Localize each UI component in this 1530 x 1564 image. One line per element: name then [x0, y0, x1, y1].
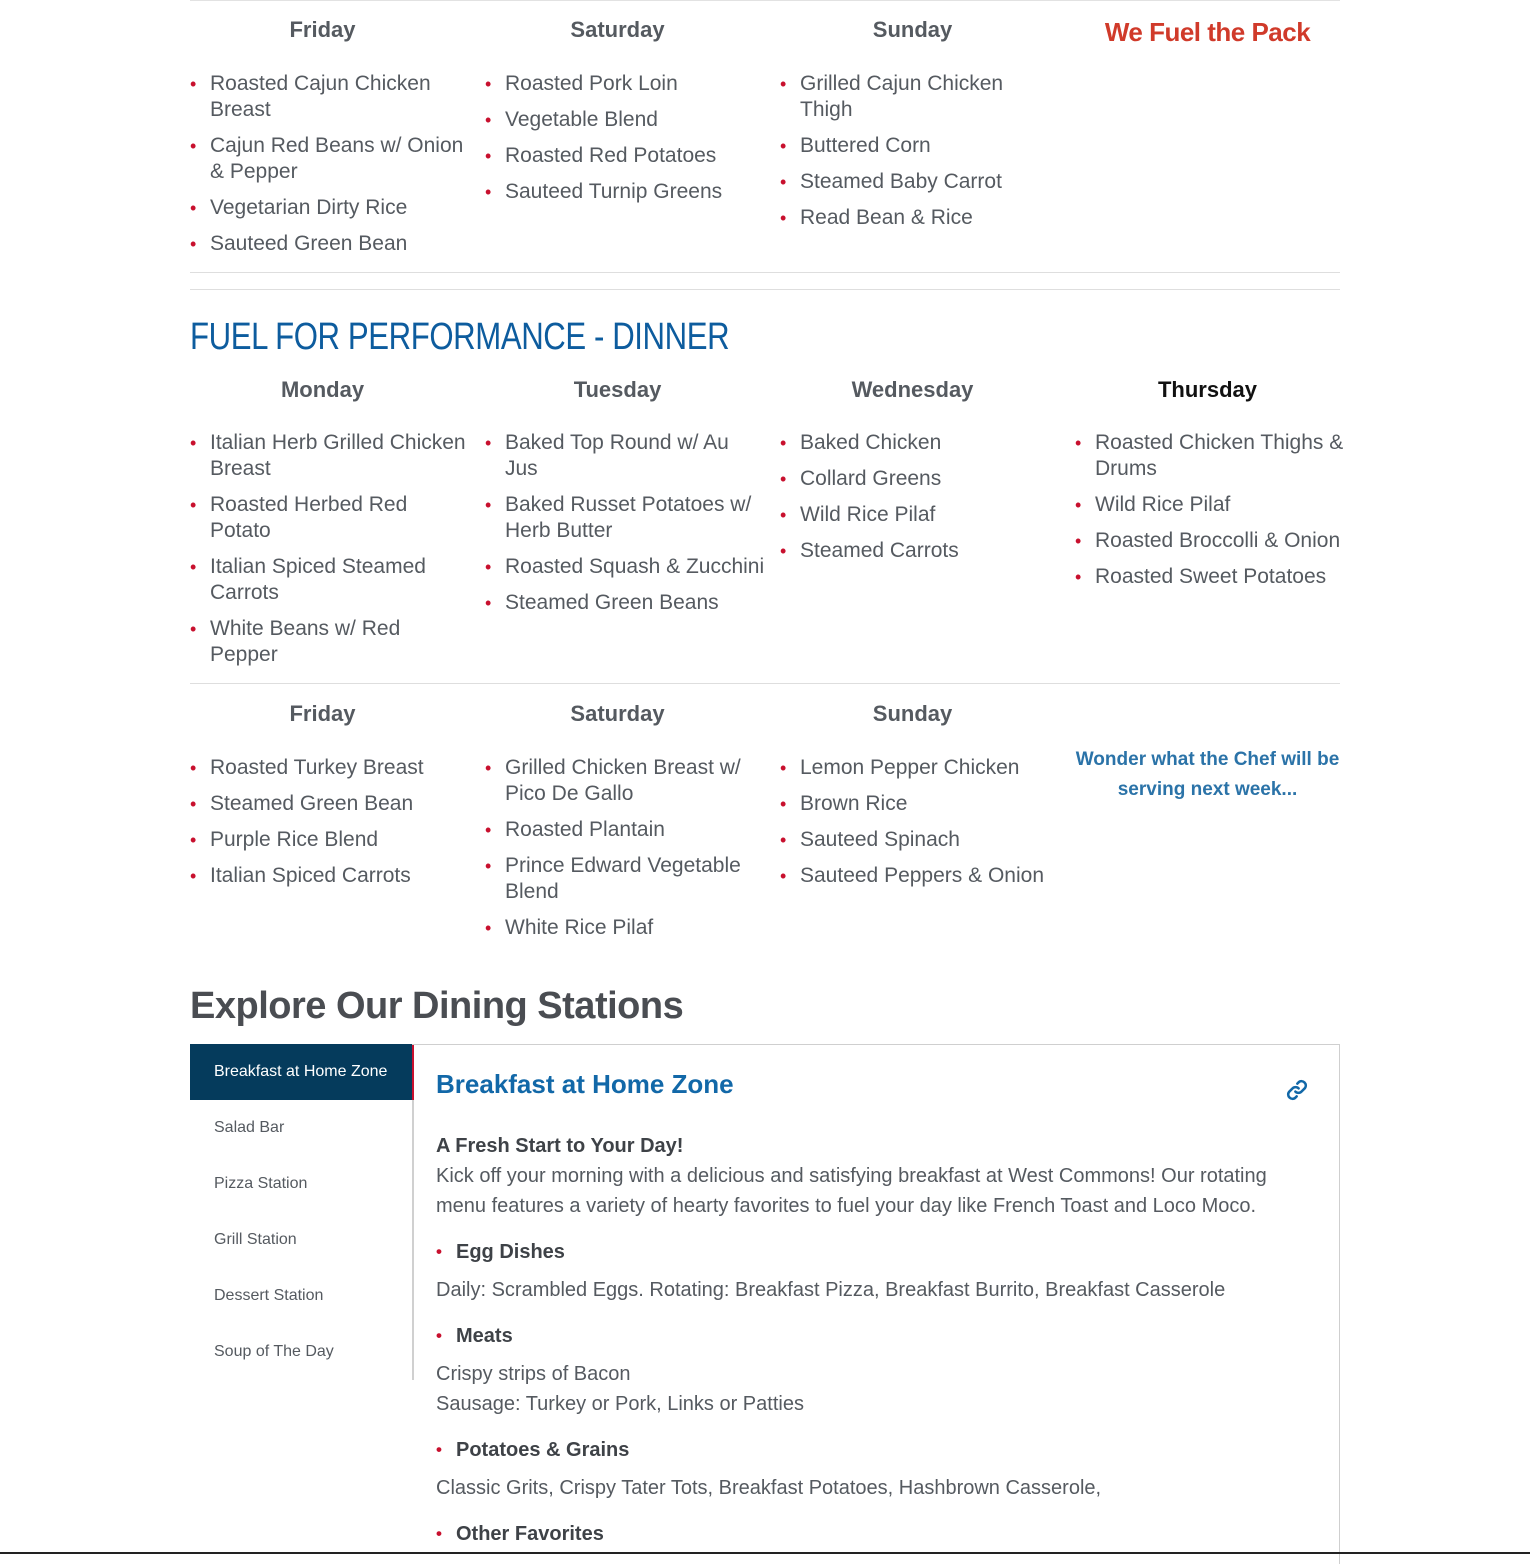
menu-item: • Steamed Carrots — [780, 538, 1045, 564]
menu-item: • Collard Greens — [780, 466, 1045, 492]
menu-item: • Grilled Chicken Breast w/ Pico De Gallo — [485, 755, 765, 807]
menu-item: • Italian Herb Grilled Chicken Breast — [190, 430, 470, 482]
day-heading: Sunday — [872, 701, 953, 726]
menu-item: • White Rice Pilaf — [485, 915, 765, 941]
section-heading-meats: • Meats — [436, 1323, 1316, 1349]
day-heading: Sunday — [872, 17, 953, 42]
tab-grill-station[interactable]: Grill Station — [214, 1231, 297, 1248]
menu-item: • Sauteed Spinach — [780, 827, 1060, 853]
divider — [190, 683, 1340, 684]
menu-item: • Baked Chicken — [780, 430, 1045, 456]
menu-list — [780, 755, 1075, 889]
panel-body — [436, 1133, 1316, 1547]
menu-item: • Roasted Pork Loin — [485, 71, 765, 97]
menu-item: • Roasted Turkey Breast — [190, 755, 455, 781]
link-icon[interactable] — [1284, 1077, 1310, 1103]
section-description: Classic Grits, Crispy Tater Tots, Breakfast Potatoes, Hashbrown Casserole, — [436, 1477, 1102, 1499]
section-heading-potatoes-grains: • Potatoes & Grains — [436, 1437, 1316, 1463]
menu-item: • Cajun Red Beans w/ Onion & Pepper — [190, 133, 470, 185]
menu-item: • Italian Spiced Carrots — [190, 863, 455, 889]
day-column-monday — [190, 375, 485, 678]
menu-item: • Brown Rice — [780, 791, 1060, 817]
menu-list — [190, 755, 485, 889]
day-column-saturday — [485, 15, 780, 267]
day-column-friday — [190, 15, 485, 267]
menu-item: • Roasted Red Potatoes — [485, 143, 765, 169]
day-heading: Friday — [289, 17, 356, 42]
promo-tagline: We Fuel the Pack — [1104, 17, 1311, 47]
menu-item: • Roasted Cajun Chicken Breast — [190, 71, 470, 123]
top-divider — [190, 0, 1340, 1]
menu-item: • Roasted Herbed Red Potato — [190, 492, 470, 544]
menu-item: • Read Bean & Rice — [780, 205, 1045, 231]
menu-item: • Wild Rice Pilaf — [1075, 492, 1355, 518]
day-heading: Monday — [280, 377, 365, 402]
next-week-link[interactable]: Wonder what the Chef will be serving next week... — [1075, 749, 1340, 800]
day-column-tuesday — [485, 375, 780, 678]
day-heading: Saturday — [570, 17, 665, 42]
menu-list — [780, 430, 1075, 564]
divider — [190, 272, 1340, 273]
section-heading-egg-dishes: • Egg Dishes — [436, 1239, 1316, 1265]
panel-title: Breakfast at Home Zone — [436, 1069, 734, 1099]
menu-list — [485, 430, 780, 616]
tab-soup-of-the-day[interactable]: Soup of The Day — [214, 1343, 334, 1360]
day-heading: Friday — [289, 701, 356, 726]
menu-list — [190, 430, 485, 668]
menu-item: • Prince Edward Vegetable Blend — [485, 853, 765, 905]
menu-item: • Roasted Sweet Potatoes — [1075, 564, 1355, 590]
tab-breakfast-at-home-zone[interactable]: Breakfast at Home Zone — [190, 1044, 414, 1100]
menu-item: • Steamed Baby Carrot — [780, 169, 1045, 195]
station-tab-list — [190, 1044, 414, 1380]
section-description: Daily: Scrambled Eggs. Rotating: Breakfast Pizza, Breakfast Burrito, Breakfast Casserole — [436, 1279, 1226, 1301]
menu-item: • Vegetarian Dirty Rice — [190, 195, 470, 221]
tab-pizza-station[interactable]: Pizza Station — [214, 1175, 308, 1192]
menu-item: • White Beans w/ Red Pepper — [190, 616, 470, 668]
day-column-saturday — [485, 699, 780, 951]
menu-item: • Purple Rice Blend — [190, 827, 455, 853]
menu-item: • Italian Spiced Steamed Carrots — [190, 554, 470, 606]
promo-column — [1075, 15, 1370, 267]
menu-item: • Sauteed Peppers & Onion — [780, 863, 1060, 889]
menu-item: • Vegetable Blend — [485, 107, 765, 133]
divider — [190, 289, 1340, 290]
menu-item: • Lemon Pepper Chicken — [780, 755, 1060, 781]
dinner-weekday-row — [190, 375, 1370, 678]
menu-list — [1075, 430, 1370, 590]
menu-list — [780, 71, 1075, 231]
day-column-sunday — [780, 15, 1075, 267]
menu-item: • Roasted Broccolli & Onion — [1075, 528, 1355, 554]
station-panel — [412, 1044, 1340, 1564]
dinner-weekend-row — [190, 699, 1370, 951]
menu-item: • Roasted Squash & Zucchini — [485, 554, 765, 580]
day-column-friday — [190, 699, 485, 951]
menu-list — [485, 755, 780, 941]
menu-item: • Roasted Chicken Thighs & Drums — [1075, 430, 1355, 482]
menu-item: • Grilled Cajun Chicken Thigh — [780, 71, 1045, 123]
menu-item: • Sauteed Turnip Greens — [485, 179, 765, 205]
day-heading: Wednesday — [851, 377, 974, 402]
menu-item: • Steamed Green Beans — [485, 590, 765, 616]
menu-item: • Steamed Green Bean — [190, 791, 455, 817]
section-description: Sausage: Turkey or Pork, Links or Patties — [436, 1393, 804, 1415]
menu-list — [190, 71, 485, 257]
panel-lead: A Fresh Start to Your Day! — [436, 1135, 684, 1157]
panel-intro: Kick off your morning with a delicious and satisfying breakfast at West Commons! Our rotating menu features a variety of hearty favorites to fuel your day like French Toast and Loco Moco. — [436, 1165, 1267, 1217]
lunch-weekend-row — [190, 15, 1370, 267]
stations-title: Explore Our Dining Stations — [190, 985, 684, 1027]
section-description: Crispy strips of Bacon — [436, 1363, 631, 1385]
tab-dessert-station[interactable]: Dessert Station — [214, 1287, 324, 1304]
day-heading: Tuesday — [573, 377, 662, 402]
day-column-sunday — [780, 699, 1075, 951]
day-heading: Saturday — [570, 701, 665, 726]
day-column-wednesday — [780, 375, 1075, 678]
section-heading-other-favorites: • Other Favorites — [436, 1521, 1316, 1547]
menu-item: • Baked Russet Potatoes w/ Herb Butter — [485, 492, 765, 544]
menu-item: • Roasted Plantain — [485, 817, 765, 843]
day-column-thursday — [1075, 375, 1370, 678]
dining-stations-tabs — [190, 1044, 1340, 1564]
menu-list — [485, 71, 780, 205]
day-heading: Thursday — [1157, 377, 1258, 402]
tab-salad-bar[interactable]: Salad Bar — [214, 1119, 285, 1136]
menu-item: • Wild Rice Pilaf — [780, 502, 1045, 528]
menu-item: • Baked Top Round w/ Au Jus — [485, 430, 765, 482]
section-title-dinner: FUEL FOR PERFORMANCE - DINNER — [190, 316, 730, 358]
next-week-column — [1075, 699, 1370, 951]
menu-item: • Buttered Corn — [780, 133, 1045, 159]
menu-item: • Sauteed Green Bean — [190, 231, 470, 257]
